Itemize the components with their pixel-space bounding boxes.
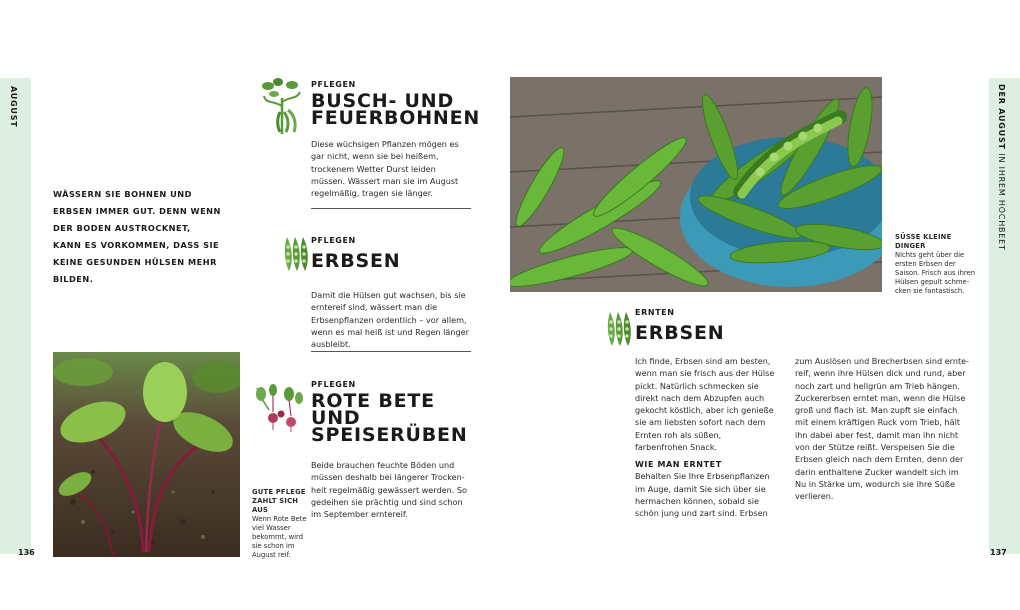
- section-divider: [311, 208, 471, 209]
- section-ernten-kicker: ERNTEN: [635, 308, 675, 317]
- ernten-col2-text: zum Auslösen und Brecherbsen sind erntereif, wenn ihre Hülsen dick und rund, aber noch zart und hellgrün am Trieb hängen. Zuckererbsen erntet man, wenn die Hülse groß und flach ist. Man zupft sie einfach mit einem kräftigen Ruck vom Trieb, hält ihn dabei aber fest, damit man ihn nicht von der Stütze reißt. Verspeisen Sie die Erbsen gleich nach dem Ernten, denn der darin enthaltene Zucker wandelt sich im Nu in Stärke um, wodurch sie ihre Süße verlieren.: [795, 356, 970, 502]
- left-side-tab: [0, 78, 31, 554]
- section-bohnen: [311, 80, 481, 199]
- right-page-number: 137: [990, 548, 1007, 557]
- section-rote-bete-title-line2: UND: [311, 407, 361, 429]
- ernten-subheading: WIE MAN ERNTET: [635, 460, 722, 470]
- section-erbsen-title: ERBSEN: [311, 250, 401, 272]
- pea-pods-icon: [281, 235, 309, 277]
- section-rote-bete-title-line3: SPEISERÜBEN: [311, 424, 468, 446]
- section-rote-bete-kicker: PFLEGEN: [311, 380, 356, 389]
- right-tab-label: [997, 84, 1006, 251]
- right-tab-label-bold: DER AUGUST: [997, 84, 1006, 150]
- ernten-col1-para2: Behalten Sie Ihre Erbsenpflanzen im Auge, damit Sie sich über sie hermachen können, sobald sie schön jung und zart sind. Erbsen: [635, 471, 770, 519]
- section-rote-bete-title-line1: ROTE BETE: [311, 390, 435, 412]
- ernten-column-1: [635, 355, 775, 520]
- intro-quote: WÄSSERN SIE BOHNEN UND ERBSEN IMMER GUT. DENN WENN DER BODEN AUSTROCKNET, KANN ES VORKOMMEN, DASS SIE KEINE GESUNDEN HÜLSEN MEHR BILDEN.: [53, 189, 221, 284]
- section-bohnen-title-line2: FEUERBOHNEN: [311, 107, 481, 129]
- section-bohnen-body: Diese wüchsigen Pflanzen mögen es gar nicht, wenn sie bei heißem, trockenem Wetter Durst leiden müssen. Wässert man sie im August regelmäßig, tragen sie länger.: [311, 139, 459, 199]
- section-divider: [311, 351, 471, 352]
- pea-pods-icon: [604, 310, 632, 352]
- right-side-tab: [989, 78, 1020, 554]
- peas-caption-title: SÜSSE KLEINE DINGER: [895, 233, 952, 250]
- section-rote-bete: [311, 380, 481, 520]
- beetroot-caption-text: Wenn Rote Bete viel Wasser bekommt, wird sie schon im August reif.: [252, 515, 307, 559]
- section-erbsen-ernten: [635, 308, 835, 342]
- ernten-column-2: [795, 355, 970, 503]
- peas-photo-caption: [895, 233, 980, 296]
- beetroot-icon: [255, 384, 307, 436]
- beetroot-photo-caption: [252, 488, 308, 560]
- section-erbsen-kicker: PFLEGEN: [311, 236, 356, 245]
- section-ernten-title: ERBSEN: [635, 322, 725, 344]
- left-page-number: 136: [18, 548, 35, 557]
- beetroot-caption-title: GUTE PFLEGE ZAHLT SICH AUS: [252, 488, 306, 514]
- peas-caption-text: Nichts geht über die ersten Erbsen der Saison. Frisch aus ihren Hülsen gepult schmecken sie fantastisch.: [895, 251, 976, 295]
- section-erbsen-pflegen: [311, 236, 481, 350]
- beetroot-photo: [53, 352, 240, 557]
- ernten-col1-para1: Ich finde, Erbsen sind am besten, wenn man sie frisch aus der Hülse pickt. Natürlich schmecken sie direkt nach dem Abzupfen auch gekocht köstlich, aber ich genieße sie am liebsten sofort nach dem Ernten roh als süßen, farbenfrohen Snack.: [635, 356, 775, 453]
- section-erbsen-body: Damit die Hülsen gut wachsen, bis sie erntereif sind, wässert man die Erbsenpflanzen ordentlich – vor allem, wenn es mal heiß ist und Regen länger ausbleibt.: [311, 290, 469, 350]
- section-rote-bete-body: Beide brauchen feuchte Böden und müssen deshalb bei längerer Trockenheit regelmäßig gewässert werden. So gedeihen sie prächtig und sind schon im September erntereif.: [311, 460, 467, 520]
- bean-plant-icon: [260, 76, 304, 138]
- left-tab-label: AUGUST: [9, 86, 18, 128]
- right-tab-label-light: IN IHREM HOCHBEET: [997, 153, 1006, 251]
- peas-photo: [510, 77, 882, 292]
- section-bohnen-kicker: PFLEGEN: [311, 80, 356, 89]
- section-bohnen-title-line1: BUSCH- UND: [311, 90, 455, 112]
